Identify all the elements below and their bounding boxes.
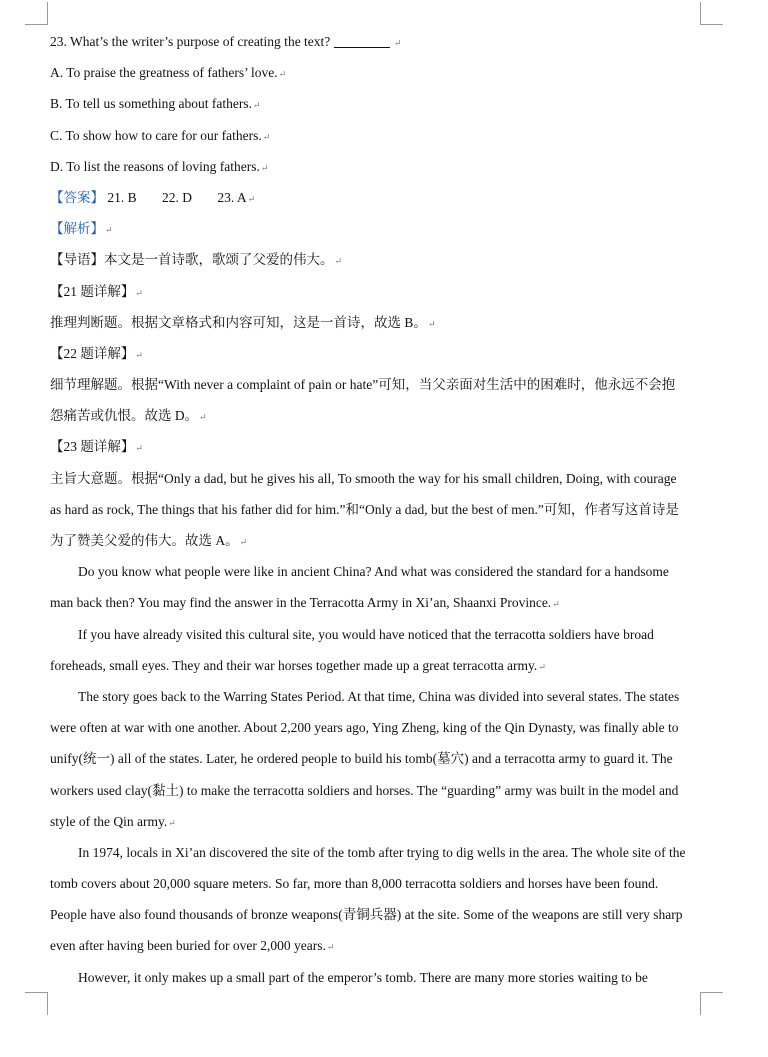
paragraph-mark-icon: ↵	[135, 349, 143, 360]
question-stem: 23. What’s the writer’s purpose of creating the text? ↵	[50, 34, 402, 49]
crop-mark-bottom-left	[25, 992, 48, 1015]
paragraph-mark-icon: ↵	[538, 661, 546, 672]
option-b: B. To tell us something about fathers.↵	[50, 96, 261, 112]
q22-text-line: 怨痛苦或仇恨。故选 D。↵	[50, 408, 207, 424]
analysis-heading: 【解析】↵	[50, 221, 113, 237]
paragraph-mark-icon: ↵	[199, 412, 207, 423]
paragraph-mark-icon: ↵	[135, 287, 143, 298]
paragraph-mark-icon: ↵	[135, 443, 143, 454]
answer-blank	[334, 33, 390, 48]
q23-text-line: 为了赞美父爱的伟大。故选 A。↵	[50, 533, 248, 548]
paragraph-mark-icon: ↵	[278, 69, 287, 80]
answer-item: 21. B	[107, 189, 137, 205]
document-page	[50, 26, 704, 993]
answer-tag: 【答案】	[50, 189, 104, 205]
passage-p3-line: style of the Qin army.↵	[50, 813, 176, 829]
passage-p5-line: However, it only makes up a small part of the emperor’s tomb. There are many more stories waiting to be	[78, 969, 648, 985]
q23-text-line: as hard as rock, The things that his father did for him.”和“Only a dad, but the best of men.”可知，作者写这首诗是	[50, 501, 679, 517]
passage-p3-line: were often at war with one another. About 2,200 years ago, Ying Zheng, king of the Qin Dynasty, was finally able to	[50, 720, 679, 736]
paragraph-mark-icon: ↵	[247, 193, 256, 204]
crop-mark-bottom-right	[700, 992, 723, 1015]
paragraph-mark-icon: ↵	[239, 537, 248, 547]
passage-p1-line: man back then? You may find the answer in the Terracotta Army in Xi’an, Shaanxi Province.↵	[50, 595, 560, 611]
paragraph-mark-icon: ↵	[552, 599, 560, 610]
analysis-intro: 【导语】本文是一首诗歌，歌颂了父爱的伟大。↵	[50, 252, 343, 268]
option-c: C. To show how to care for our fathers.↵	[50, 127, 271, 143]
q22-text-line: 细节理解题。根据“With never a complaint of pain or hate”可知，当父亲面对生活中的困难时，他永远不会抱	[50, 377, 676, 393]
passage-p3-line: The story goes back to the Warring States Period. At that time, China was divided into several states. The states	[78, 688, 680, 704]
paragraph-mark-icon: ↵	[260, 162, 269, 173]
passage-p4-line: tomb covers about 20,000 square meters. So far, more than 8,000 terracotta soldiers and horses have been found.	[50, 876, 659, 892]
paragraph-mark-icon: ↵	[253, 100, 261, 111]
q22-title: 【22 题详解】↵	[50, 345, 143, 361]
q21-text: 推理判断题。根据文章格式和内容可知，这是一首诗，故选 B。↵	[50, 314, 436, 330]
option-a: A. To praise the greatness of fathers’ love.↵	[50, 65, 287, 81]
paragraph-mark-icon: ↵	[262, 131, 271, 142]
paragraph-mark-icon: ↵	[394, 38, 402, 48]
passage-p4-line: even after having been buried for over 2,000 years.↵	[50, 938, 335, 954]
q23-text-line: 主旨大意题。根据“Only a dad, but he gives his all, To smooth the way for his small children, Doing, with courage	[50, 470, 677, 486]
answer-item: 23. A	[217, 189, 247, 205]
passage-p3-line: workers used clay(黏土) to make the terracotta soldiers and horses. The “guarding” army was built in the model and	[50, 782, 679, 798]
passage-p2-line: foreheads, small eyes. They and their war horses together made up a great terracotta army.↵	[50, 657, 546, 673]
crop-mark-top-right	[700, 2, 723, 25]
q23-title: 【23 题详解】↵	[50, 439, 143, 455]
passage-p2-line: If you have already visited this cultural site, you would have noticed that the terracotta soldiers have broad	[78, 626, 654, 642]
paragraph-mark-icon: ↵	[334, 256, 343, 267]
paragraph-mark-icon: ↵	[168, 817, 176, 828]
passage-p1-line: Do you know what people were like in ancient China? And what was considered the standard for a handsome	[78, 564, 669, 580]
paragraph-mark-icon: ↵	[105, 225, 113, 236]
q21-title: 【21 题详解】↵	[50, 283, 143, 299]
answer-line	[50, 182, 704, 213]
passage-p4-line: In 1974, locals in Xi’an discovered the site of the tomb after trying to dig wells in the area. The whole site of the	[78, 844, 686, 860]
passage-p4-line: People have also found thousands of bronze weapons(青铜兵器) at the site. Some of the weapons are still very sharp	[50, 907, 683, 923]
crop-mark-top-left	[25, 2, 48, 25]
paragraph-mark-icon: ↵	[427, 318, 436, 329]
option-d: D. To list the reasons of loving fathers.↵	[50, 158, 269, 174]
passage-p3-line: unify(统一) all of the states. Later, he ordered people to build his tomb(墓穴) and a terracotta army to guard it. The	[50, 751, 673, 767]
answer-item: 22. D	[162, 189, 193, 205]
paragraph-mark-icon: ↵	[326, 942, 335, 953]
